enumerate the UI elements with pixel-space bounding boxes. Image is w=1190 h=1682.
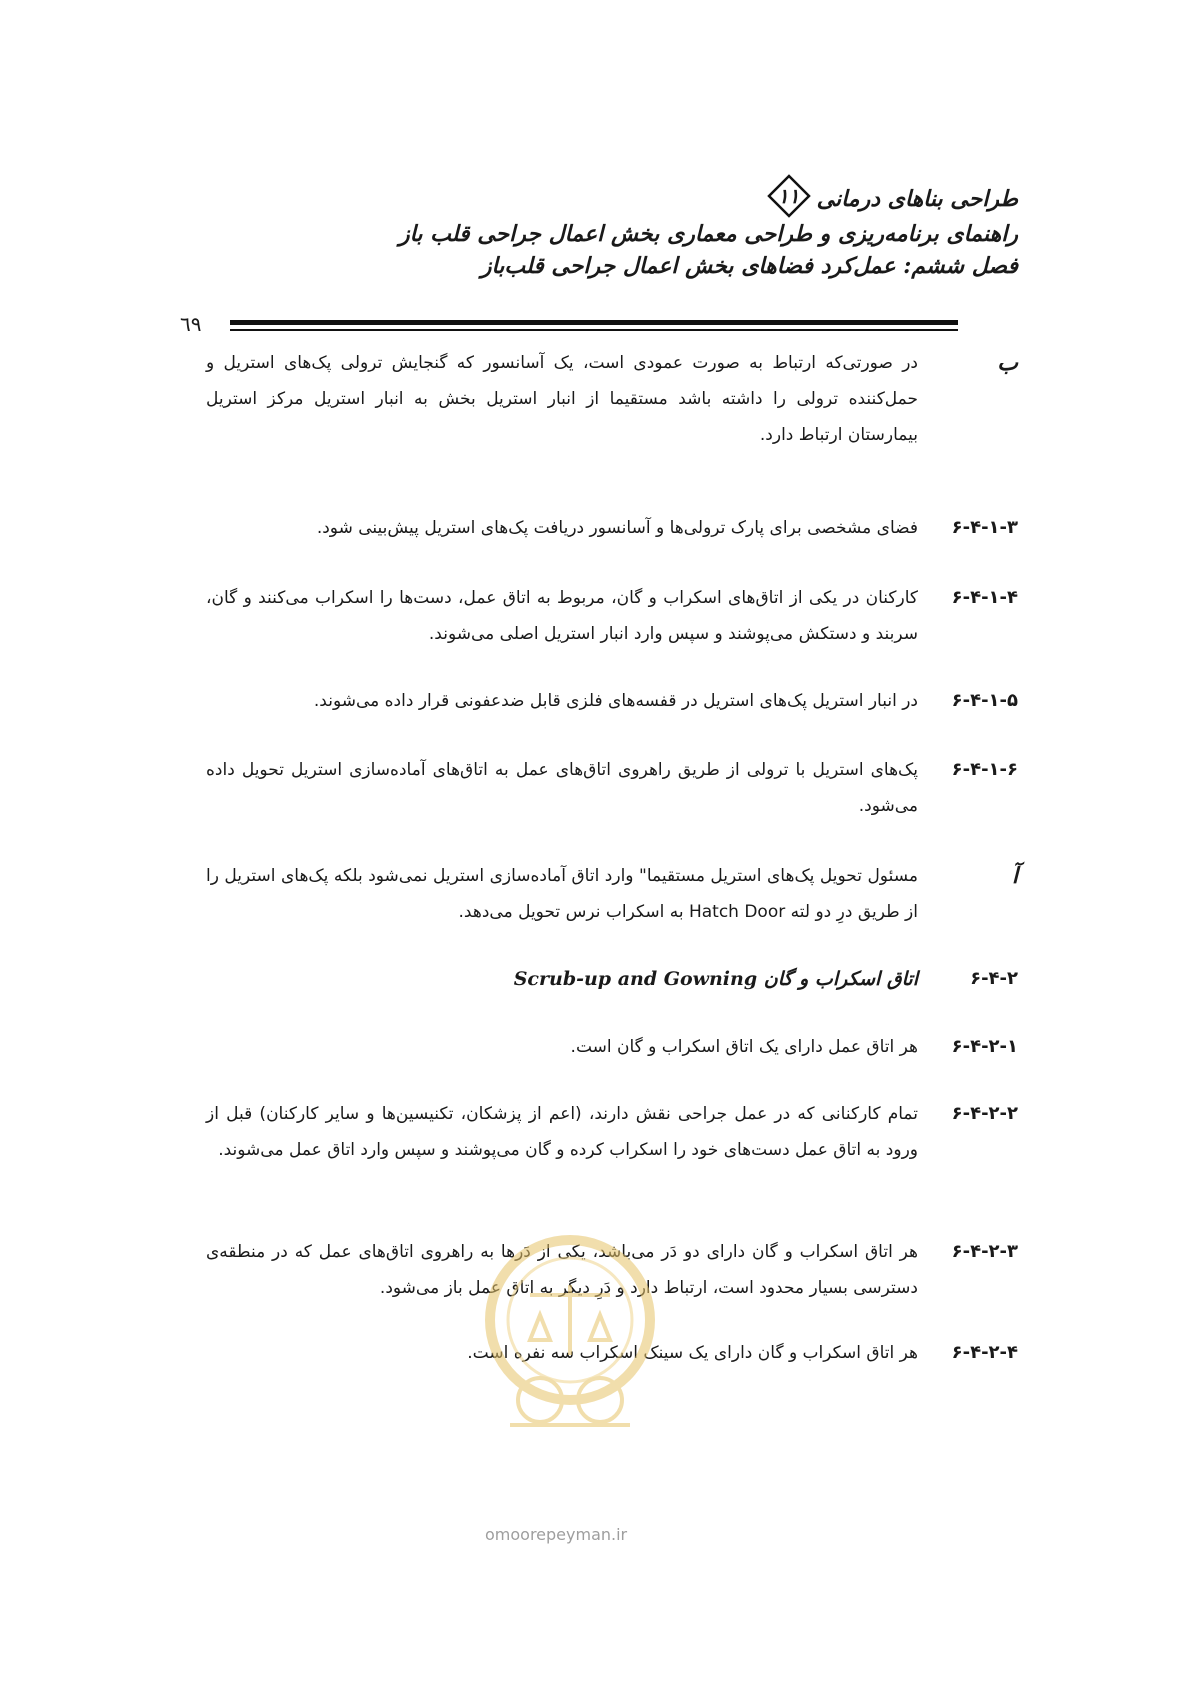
list-item [178, 1029, 1018, 1065]
item-text: تمام کارکنانی که در عمل جراحی نقش دارند، (اعم از پزشکان، تکنیسین‌ها و سایر کارکنان) قبل از ورود به اتاق عمل دست‌های خود را اسکراب کرده و گان می‌پوشند و سپس وارد اتاق عمل می‌شوند. [206, 1104, 918, 1160]
guide-title: راهنمای برنامه‌ریزی و طراحی معماری بخش اعمال جراحی قلب باز [399, 221, 1018, 247]
item-number: ۶-۴-۲-۱ [951, 1036, 1018, 1057]
section-heading [178, 961, 1018, 997]
series-number-badge [767, 174, 811, 218]
item-text: در انبار استریل پک‌های استریل در قفسه‌های فلزی قابل ضدعفونی قرار داده می‌شوند. [313, 691, 918, 711]
item-text: فضای مشخصی برای پارک ترولی‌ها و آسانسور دریافت پک‌های استریل پیش‌بینی شود. [316, 518, 918, 538]
item-text: در صورتی‌که ارتباط به صورت عمودی است، یک آسانسور که گنجایش ترولی پک‌های استریل و حمل‌کننده ترولی را داشته باشد مستقیما از انبار استریل بخش به انبار استریل مرکز استریل بیمارستان ارتباط دارد. [206, 353, 918, 445]
item-number: آ [1011, 863, 1018, 889]
page-number: ٦٩ [180, 312, 202, 336]
chapter-title: فصل ششم: عمل‌کرد فضاهای بخش اعمال جراحی قلب‌باز [480, 253, 1018, 279]
series-title: طراحی بناهای درمانی [816, 186, 1018, 212]
header-rule-thin [230, 329, 958, 331]
item-text: مسئول تحویل پک‌های استریل مستقیما" وارد اتاق آماده‌سازی استریل نمی‌شود بلکه پک‌های استریل را از طریق درِ دو لته Hatch Door به اسکراب نرس تحویل می‌دهد. [206, 866, 918, 922]
item-number: ۶-۴-۲-۳ [951, 1241, 1018, 1262]
list-item [178, 752, 1018, 824]
item-text: هر اتاق عمل دارای یک اتاق اسکراب و گان است. [570, 1037, 918, 1057]
series-title-row [258, 180, 1018, 218]
list-item [178, 683, 1018, 719]
item-text: پک‌های استریل با ترولی از طریق راهروی اتاق‌های عمل به اتاق‌های آماده‌سازی استریل تحویل داده می‌شود. [206, 760, 918, 816]
item-text: هر اتاق اسکراب و گان دارای دو دَر می‌باشد، یکی از دَرها به راهروی اتاق‌های عمل که در منطقه‌ی دسترسی بسیار محدود است، ارتباط دارد و دَرِ دیگر به اتاق عمل باز می‌شود. [206, 1242, 918, 1298]
badge-logo-icon [470, 1225, 670, 1465]
list-item [178, 858, 1018, 930]
item-number: ۶-۴-۲-۲ [951, 1103, 1018, 1124]
item-number: ب [997, 350, 1018, 376]
list-item [178, 345, 1018, 453]
watermark-text: omoorepeyman.ir [485, 1525, 628, 1544]
section-title: اتاق اسکراب و گان Scrub-up and Gowning [513, 968, 918, 990]
item-text: هر اتاق اسکراب و گان دارای یک سینک اسکراب سه نفره است. [467, 1343, 918, 1363]
item-number: ۶-۴-۲-۴ [951, 1342, 1018, 1363]
item-number: ۶-۴-۱-۶ [951, 759, 1018, 780]
item-number: ۶-۴-۱-۳ [951, 517, 1018, 538]
page-header [258, 180, 1018, 282]
item-text: کارکنان در یکی از اتاق‌های اسکراب و گان، مربوط به اتاق عمل، دست‌ها را اسکراب می‌کنند و گان، سربند و دستکش می‌پوشند و سپس وارد انبار استریل اصلی می‌شوند. [206, 588, 918, 644]
list-item [178, 1096, 1018, 1168]
item-number: ۶-۴-۲ [970, 968, 1018, 989]
list-item [178, 510, 1018, 546]
series-number: ۱۱ [777, 184, 800, 208]
list-item [178, 580, 1018, 652]
item-number: ۶-۴-۱-۴ [951, 587, 1018, 608]
item-number: ۶-۴-۱-۵ [951, 690, 1018, 711]
header-rule-thick [230, 320, 958, 325]
